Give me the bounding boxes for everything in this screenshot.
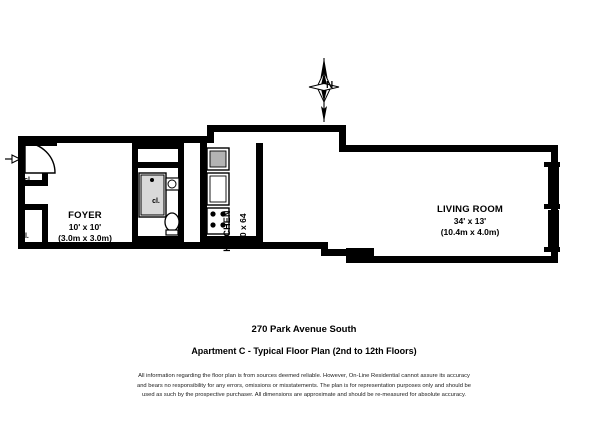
disclaimer-line-1: All information regarding the floor plan is from sources deemed reliable. However, On-Line Residential cannot assure its accuracy (138, 373, 470, 379)
closet-label-1: cl. (24, 177, 32, 184)
disclaimer-line-2: and bears no responsibility for any errors, omissions or misstatements. The plan is for representation purposes only and should be (136, 382, 472, 389)
living-room-name: LIVING ROOM (436, 204, 504, 215)
foyer-dim-imperial: 10' x 10' (68, 221, 102, 232)
closet-label-2: cl. (21, 233, 29, 240)
kitchen-name: KITCHEN (222, 210, 232, 252)
disclaimer-line-3: used as such by the prospective purchaser. All dimensions are approximate and should be re-measured for absolute accuracy. (141, 392, 467, 399)
room-label-kitchen (222, 196, 238, 266)
foyer-dim-metric: (3.0m x 3.0m) (58, 232, 112, 243)
foyer-name: FOYER (68, 210, 102, 221)
closet-label-3: cl. (152, 198, 160, 205)
caption-plan: Apartment C - Typical Floor Plan (2nd to 12th Floors) (191, 346, 417, 356)
caption-address: 270 Park Avenue South (251, 324, 357, 335)
room-label-living-room (390, 204, 550, 237)
kitchen-dim-imperial: 7'10 x 64 (238, 213, 248, 249)
living-room-dim-imperial: 34' x 13' (453, 215, 487, 226)
room-label-kitchen-dim (238, 196, 254, 266)
disclaimer-text (104, 372, 504, 401)
compass-rose (300, 56, 348, 124)
room-label-foyer (40, 210, 130, 243)
living-room-dim-metric: (10.4m x 4.0m) (440, 226, 500, 237)
compass-north-label: N (326, 80, 334, 91)
